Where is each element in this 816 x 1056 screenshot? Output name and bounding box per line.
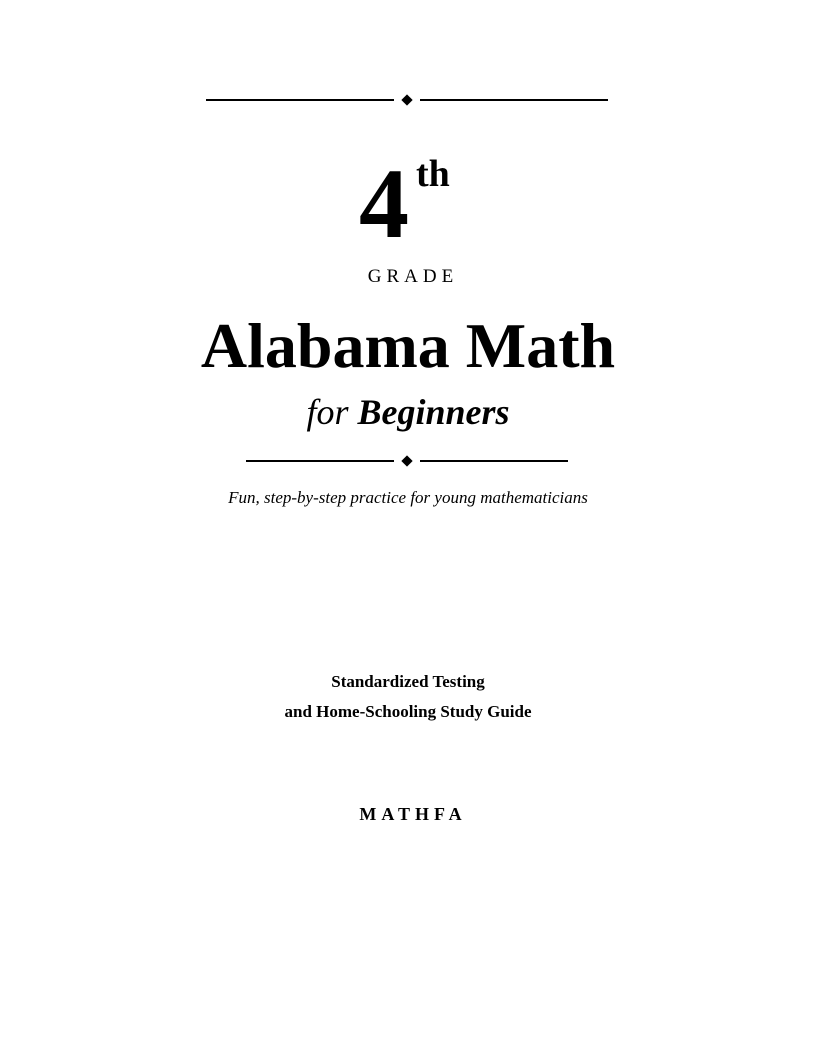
subtitle-beginners: Beginners (357, 392, 510, 432)
top-divider-left-line (206, 99, 394, 101)
guide-line-1: Standardized Testing (331, 672, 485, 691)
guide-line-2: and Home-Schooling Study Guide (284, 702, 532, 721)
middle-divider-left-line (246, 460, 394, 462)
grade-suffix: th (416, 153, 450, 195)
grade-number: 4 (359, 148, 409, 259)
book-title: Alabama Math (200, 310, 616, 381)
top-ornament-divider (206, 94, 608, 106)
top-divider-right-line (420, 99, 608, 101)
grade-label: GRADE (367, 266, 459, 287)
top-divider-diamond (401, 94, 412, 105)
middle-divider-right-line (420, 460, 568, 462)
book-subtitle (0, 391, 816, 433)
middle-ornament-divider (246, 455, 568, 467)
middle-divider-diamond (401, 455, 412, 466)
tagline: Fun, step-by-step practice for young mathematicians (228, 488, 588, 507)
publisher-name: MATHFA (359, 804, 467, 824)
subtitle-for: for (306, 392, 349, 432)
